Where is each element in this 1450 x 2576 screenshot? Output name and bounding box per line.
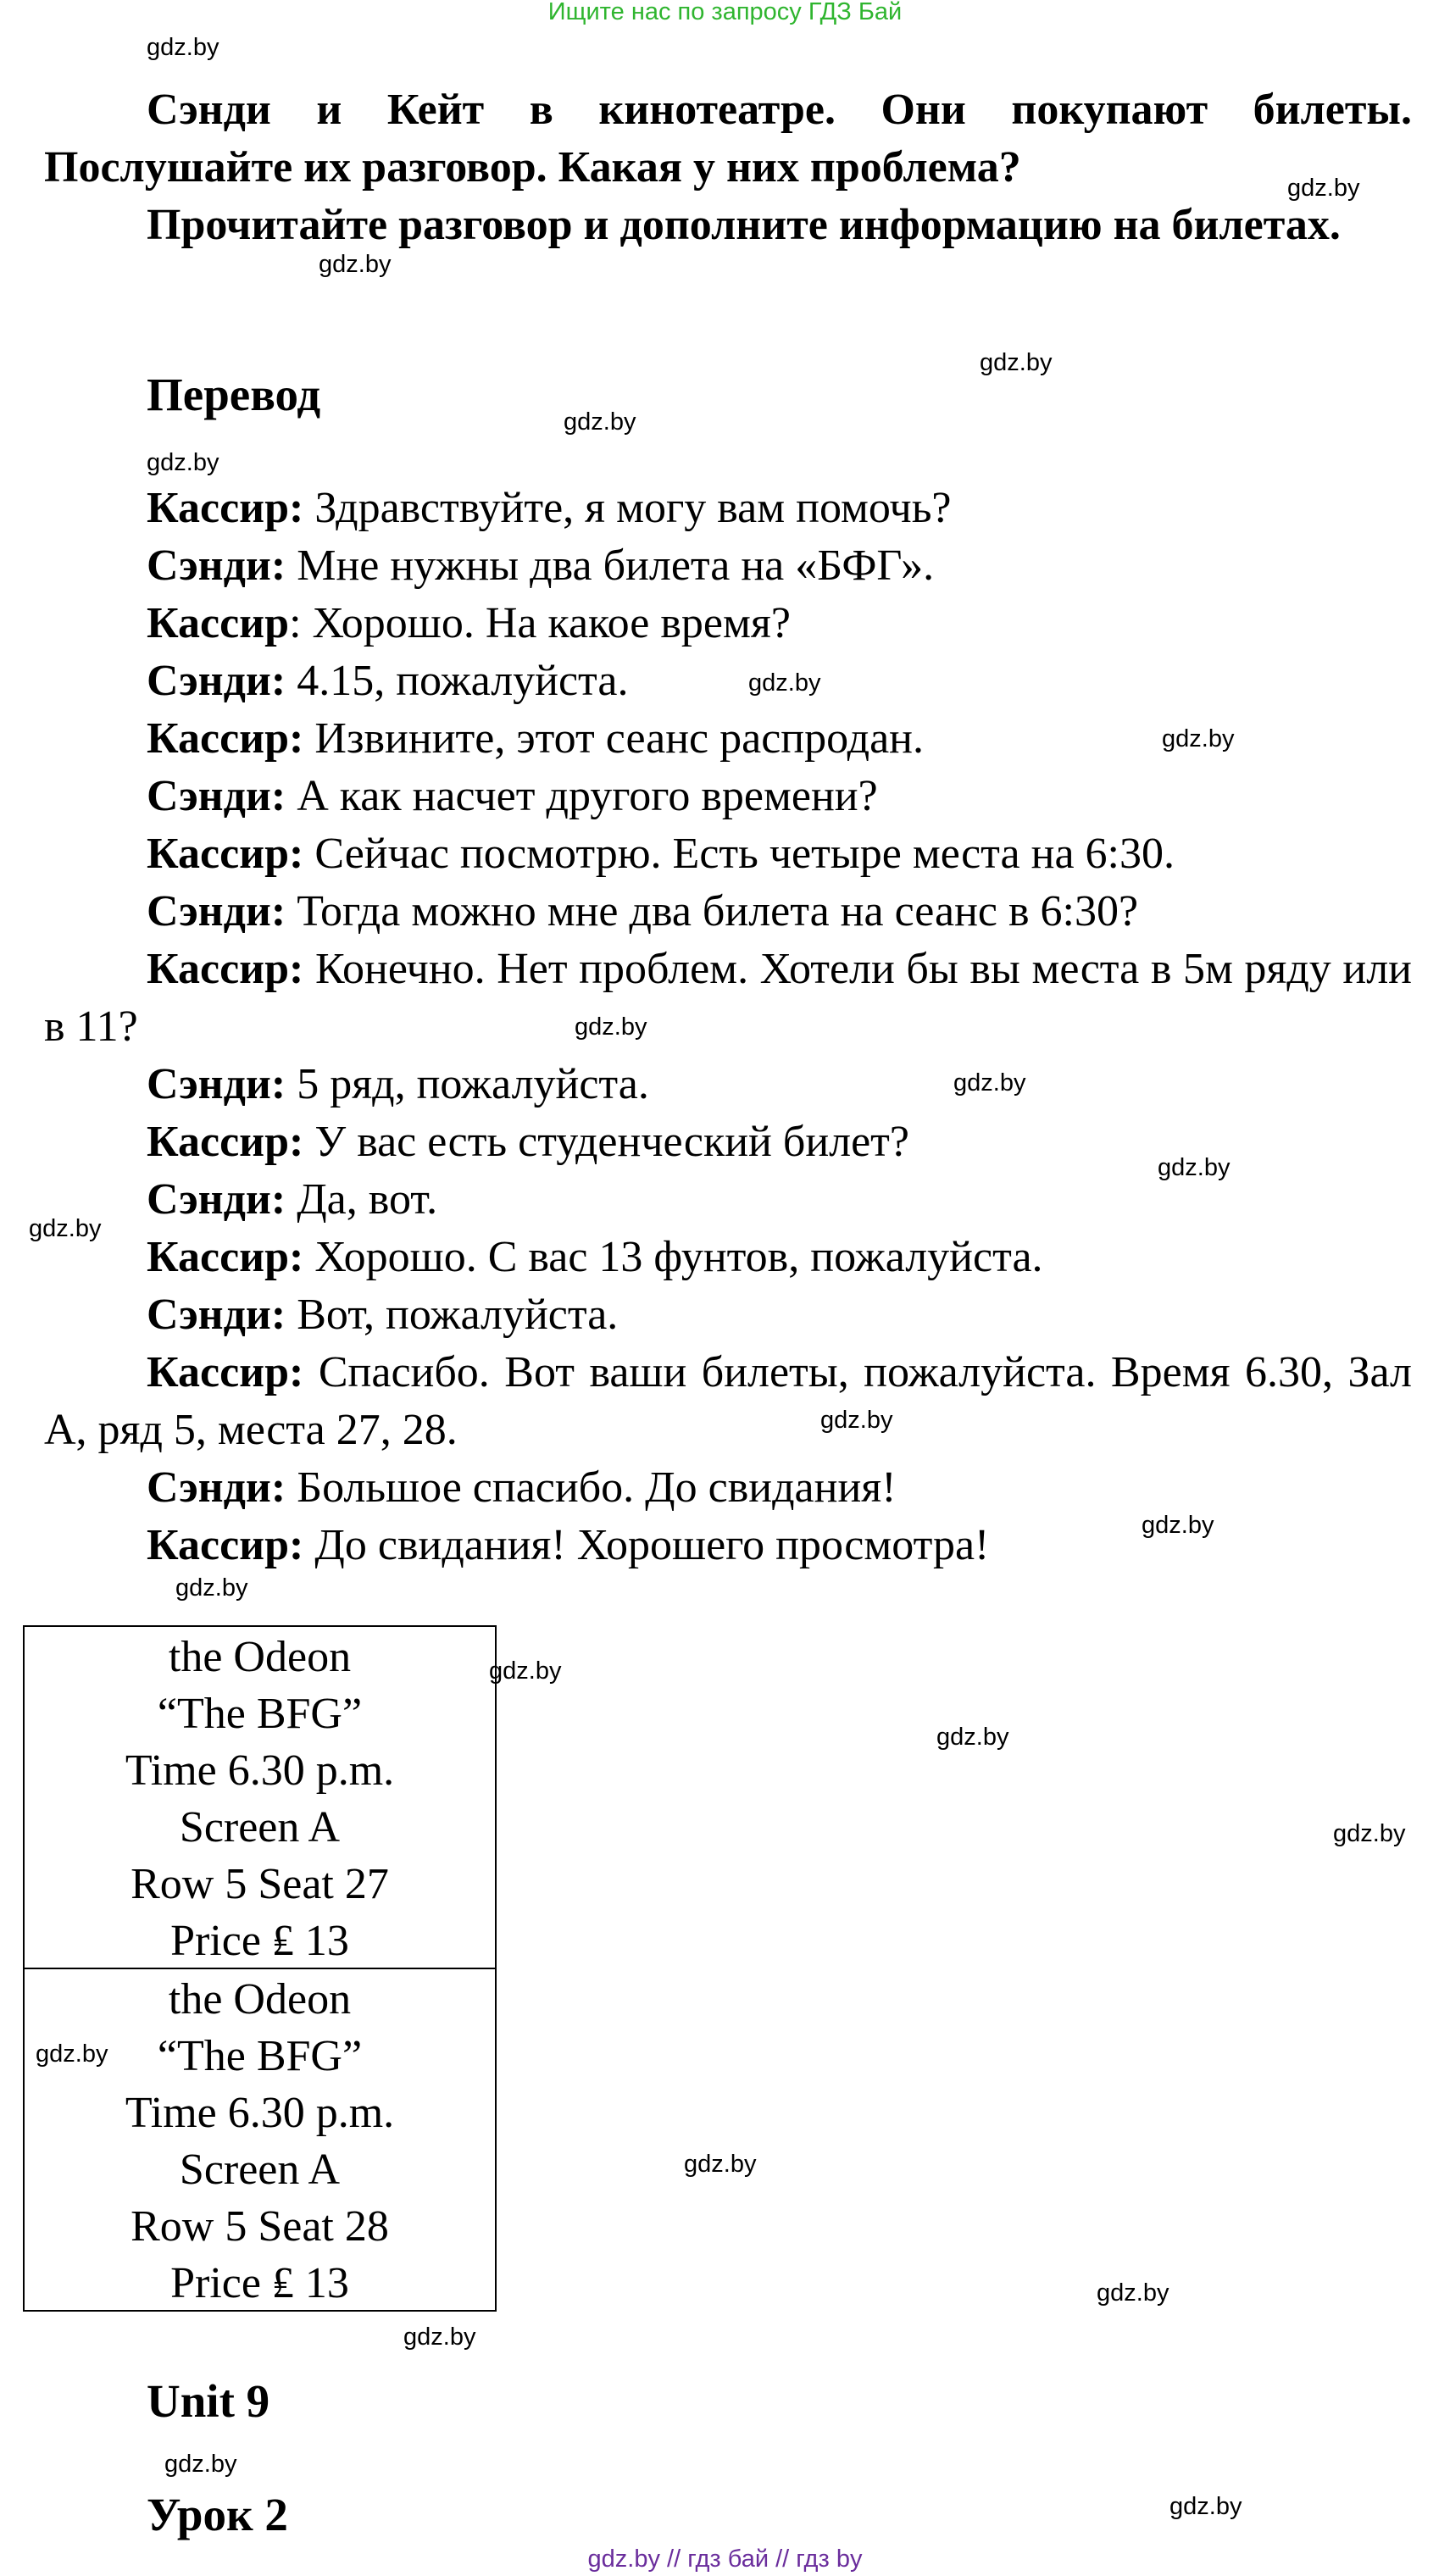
speaker-name: Сэнди: xyxy=(147,1060,286,1108)
dialogue-line xyxy=(44,537,1412,595)
watermark-text: gdz.by xyxy=(1287,175,1360,202)
dialogue-line xyxy=(44,652,1412,710)
ticket-screen: Screen A xyxy=(179,1803,341,1852)
speech-text: : Хорошо. На какое время? xyxy=(289,599,791,647)
watermark-text: gdz.by xyxy=(980,349,1053,376)
footer-links[interactable]: gdz.by // гдз бай // гдз by xyxy=(587,2545,863,2573)
speaker-name: Кассир: xyxy=(147,945,304,993)
watermark-text: gdz.by xyxy=(164,2451,237,2478)
watermark-text: gdz.by xyxy=(36,2040,108,2068)
task-paragraph-2: Прочитайте разговор и дополните информацию на билетах. xyxy=(147,201,1341,249)
watermark-text: gdz.by xyxy=(820,1407,893,1434)
speech-text: А как насчет другого времени? xyxy=(286,772,878,820)
ticket-price: Price ₤ 13 xyxy=(170,1917,349,1965)
speaker-name: Кассир: xyxy=(147,714,304,763)
watermark-text: gdz.by xyxy=(319,251,392,278)
dialogue-line xyxy=(44,1056,1412,1113)
dialogue-line xyxy=(44,768,1412,825)
speech-text: Большое спасибо. До свидания! xyxy=(286,1463,897,1512)
dialogue-line xyxy=(44,883,1412,941)
watermark-text: gdz.by xyxy=(748,669,821,697)
watermark-text: gdz.by xyxy=(575,1013,647,1041)
dialogue-line xyxy=(44,1229,1412,1286)
ticket-time: Time 6.30 p.m. xyxy=(125,2089,395,2137)
speech-text: Тогда можно мне два билета на сеанс в 6:30? xyxy=(286,887,1139,935)
speaker-name: Кассир: xyxy=(147,1348,304,1396)
ticket-film: “The BFG” xyxy=(157,2032,363,2080)
watermark-text: gdz.by xyxy=(1158,1154,1231,1181)
dialogue-line xyxy=(44,595,1412,652)
speaker-name: Кассир: xyxy=(147,830,304,878)
ticket-2 xyxy=(23,1968,497,2312)
ticket-cinema: the Odeon xyxy=(168,1633,352,1681)
speech-text: Сейчас посмотрю. Есть четыре места на 6:30. xyxy=(303,830,1175,878)
speech-text: Мне нужны два билета на «БФГ». xyxy=(286,541,935,590)
translation-heading: Перевод xyxy=(147,369,321,420)
speech-text: 5 ряд, пожалуйста. xyxy=(286,1060,649,1108)
watermark-text: gdz.by xyxy=(1097,2279,1169,2307)
speaker-name: Кассир: xyxy=(147,1521,304,1569)
watermark-text: gdz.by xyxy=(175,1574,248,1602)
watermark-text: gdz.by xyxy=(1169,2493,1242,2520)
ticket-time: Time 6.30 p.m. xyxy=(125,1746,395,1795)
speech-text: Хорошо. С вас 13 фунтов, пожалуйста. xyxy=(303,1233,1043,1281)
lesson-heading: Урок 2 xyxy=(147,2489,288,2540)
dialogue-line xyxy=(44,1286,1412,1344)
speech-text: Вот, пожалуйста. xyxy=(286,1291,619,1339)
watermark-text: gdz.by xyxy=(1333,1820,1406,1847)
watermark-text: gdz.by xyxy=(936,1724,1009,1751)
dialogue-line xyxy=(44,941,1412,1056)
speaker-name: Сэнди: xyxy=(147,1463,286,1512)
watermark-text: gdz.by xyxy=(684,2151,757,2178)
speaker-name: Сэнди: xyxy=(147,541,286,590)
speech-text: Извините, этот сеанс распродан. xyxy=(303,714,924,763)
ticket-seat: Row 5 Seat 28 xyxy=(131,2202,389,2251)
ticket-cinema: the Odeon xyxy=(168,1975,352,2024)
watermark-text: gdz.by xyxy=(147,449,219,476)
ticket-film: “The BFG” xyxy=(157,1690,363,1738)
speech-text: Да, вот. xyxy=(286,1175,438,1224)
speaker-name: Сэнди: xyxy=(147,1175,286,1224)
speech-text: У вас есть студенческий билет? xyxy=(303,1118,909,1166)
speech-text: 4.15, пожалуйста. xyxy=(286,657,629,705)
dialogue-line xyxy=(44,1344,1412,1459)
task-instructions xyxy=(44,81,1412,254)
speaker-name: Сэнди: xyxy=(147,887,286,935)
header-search-link[interactable]: Ищите нас по запросу ГДЗ Бай xyxy=(547,0,903,25)
watermark-text: gdz.by xyxy=(489,1657,562,1685)
ticket-seat: Row 5 Seat 27 xyxy=(131,1860,389,1908)
speech-text: До свидания! Хорошего просмотра! xyxy=(303,1521,990,1569)
speech-text: Конечно. Нет проблем. Хотели бы вы места в 5м ряду или в 11? xyxy=(44,945,1412,1051)
speaker-name: Кассир: xyxy=(147,1233,304,1281)
ticket-price: Price ₤ 13 xyxy=(170,2259,349,2307)
watermark-text: gdz.by xyxy=(147,34,219,61)
dialogue-line xyxy=(44,480,1412,537)
watermark-text: gdz.by xyxy=(1162,725,1235,752)
watermark-text: gdz.by xyxy=(29,1215,102,1242)
speaker-name: Сэнди: xyxy=(147,1291,286,1339)
ticket-1 xyxy=(23,1625,497,1969)
dialogue-line xyxy=(44,825,1412,883)
ticket-screen: Screen A xyxy=(179,2146,341,2194)
speaker-name: Кассир xyxy=(147,599,290,647)
watermark-text: gdz.by xyxy=(1142,1512,1214,1539)
speech-text: Спасибо. Вот ваши билеты, пожалуйста. Время 6.30, Зал А, ряд 5, места 27, 28. xyxy=(44,1348,1412,1454)
speech-text: Здравствуйте, я могу вам помочь? xyxy=(303,484,952,532)
watermark-text: gdz.by xyxy=(403,2323,476,2351)
dialogue xyxy=(44,480,1412,1574)
watermark-text: gdz.by xyxy=(564,408,636,436)
task-paragraph-1: Сэнди и Кейт в кинотеатре. Они покупают билеты. Послушайте их разговор. Какая у них проблема? xyxy=(44,86,1412,192)
watermark-text: gdz.by xyxy=(953,1069,1026,1096)
speaker-name: Сэнди: xyxy=(147,657,286,705)
unit-heading: Unit 9 xyxy=(147,2375,270,2427)
speaker-name: Кассир: xyxy=(147,484,304,532)
dialogue-line xyxy=(44,1459,1412,1517)
speaker-name: Сэнди: xyxy=(147,772,286,820)
speaker-name: Кассир: xyxy=(147,1118,304,1166)
